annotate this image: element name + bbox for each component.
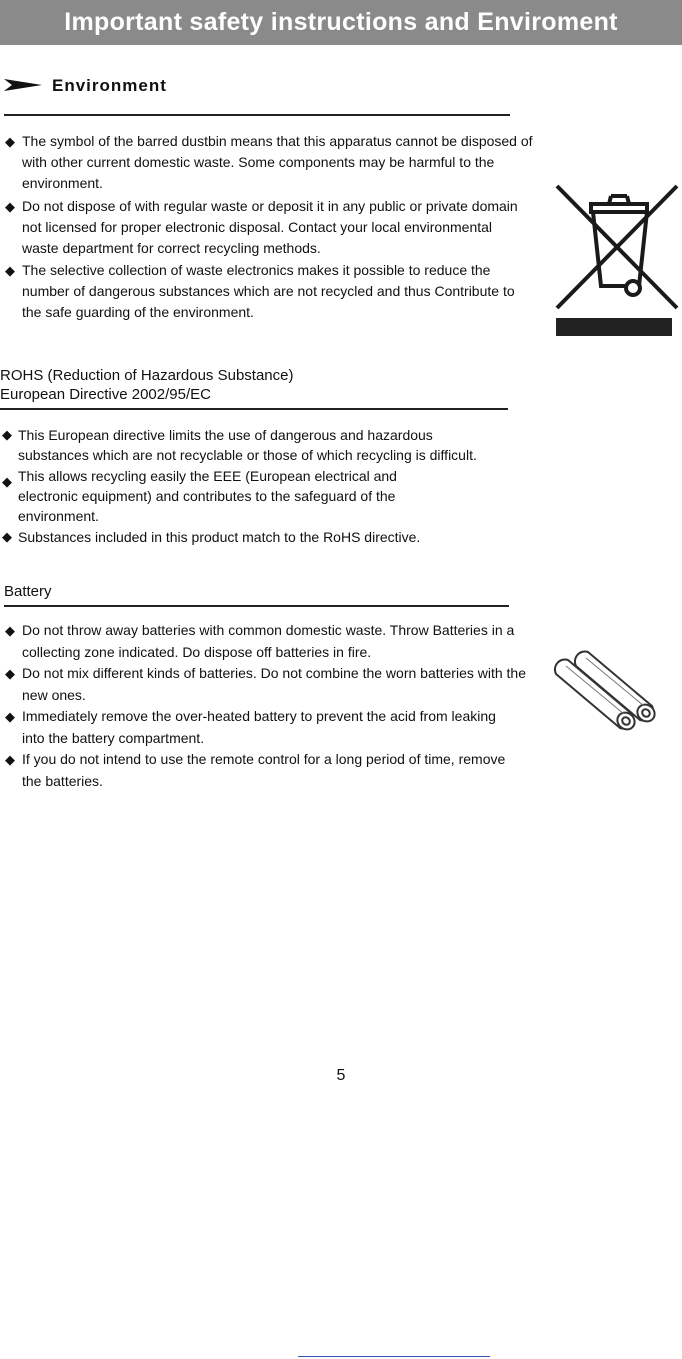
list-item: [5, 706, 560, 749]
bullet-icon: ◆: [5, 134, 15, 149]
list-item-text: Do not mix different kinds of batteries. Do not combine the worn batteries with the new ones.: [22, 665, 526, 703]
bullet-icon: ◆: [2, 529, 12, 544]
crossed-out-wheelie-bin-icon: [553, 182, 681, 312]
environment-list: [5, 131, 533, 323]
rohs-list: [2, 425, 522, 547]
page-header-title: Important safety instructions and Enviroment: [64, 8, 618, 36]
list-item: [5, 663, 560, 706]
arrow-icon: [4, 78, 42, 92]
list-item-text: The symbol of the barred dustbin means that this apparatus cannot be disposed of with other current domestic waste. Some components may be harmful to the environment.: [22, 133, 533, 191]
bullet-icon: ◆: [2, 427, 12, 442]
bullet-icon: ◆: [2, 474, 12, 489]
list-item: [5, 260, 533, 323]
rohs-title-line1: ROHS (Reduction of Hazardous Substance): [0, 367, 294, 384]
list-item: [5, 131, 533, 194]
list-item: [5, 620, 560, 663]
list-item: [2, 425, 522, 465]
batteries-icon: [548, 640, 678, 735]
list-item-text: This European directive limits the use of dangerous and hazardous substances which are not recyclable or those of which recycling is difficult.: [18, 427, 477, 463]
bullet-icon: ◆: [5, 623, 15, 638]
battery-list: [5, 620, 560, 792]
bullet-icon: ◆: [5, 666, 15, 681]
bullet-icon: ◆: [5, 752, 15, 767]
bullet-icon: ◆: [5, 199, 15, 214]
list-item-text: The selective collection of waste electronics makes it possible to reduce the number of dangerous substances which are not recycled and thus Contribute to the safe guarding of the environment.: [22, 262, 515, 320]
footer-rule: [298, 1356, 490, 1357]
list-item-text: Immediately remove the over-heated battery to prevent the acid from leaking into the battery compartment.: [22, 708, 496, 746]
bullet-icon: ◆: [5, 263, 15, 278]
environment-divider: [4, 114, 510, 116]
environment-section-title: [4, 74, 167, 96]
list-item: [5, 196, 533, 259]
page-header: [0, 0, 682, 45]
list-item: [5, 749, 560, 792]
rohs-divider: [0, 408, 508, 410]
environment-title-text: Environment: [52, 75, 167, 95]
page-number: 5: [336, 1067, 346, 1084]
list-item-text: Substances included in this product match to the RoHS directive.: [18, 529, 421, 545]
list-item-text: If you do not intend to use the remote control for a long period of time, remove the batteries.: [22, 751, 506, 789]
bullet-icon: ◆: [5, 709, 15, 724]
battery-title: Battery: [4, 583, 52, 600]
list-item: [2, 527, 522, 547]
weee-solid-bar: [556, 318, 672, 336]
list-item-text: Do not throw away batteries with common domestic waste. Throw Batteries in a collecting zone indicated. Do dispose off batteries in fire.: [22, 622, 515, 660]
list-item-text: Do not dispose of with regular waste or deposit it in any public or private domain not licensed for proper electronic disposal. Contact your local environmental waste department for correct recycling methods.: [22, 198, 518, 256]
list-item: [2, 466, 522, 526]
battery-divider: [4, 605, 509, 607]
list-item-text: This allows recycling easily the EEE (European electrical and electronic equipment) and contributes to the safeguard of the environment.: [18, 468, 397, 524]
rohs-title-line2: European Directive 2002/95/EC: [0, 386, 211, 403]
